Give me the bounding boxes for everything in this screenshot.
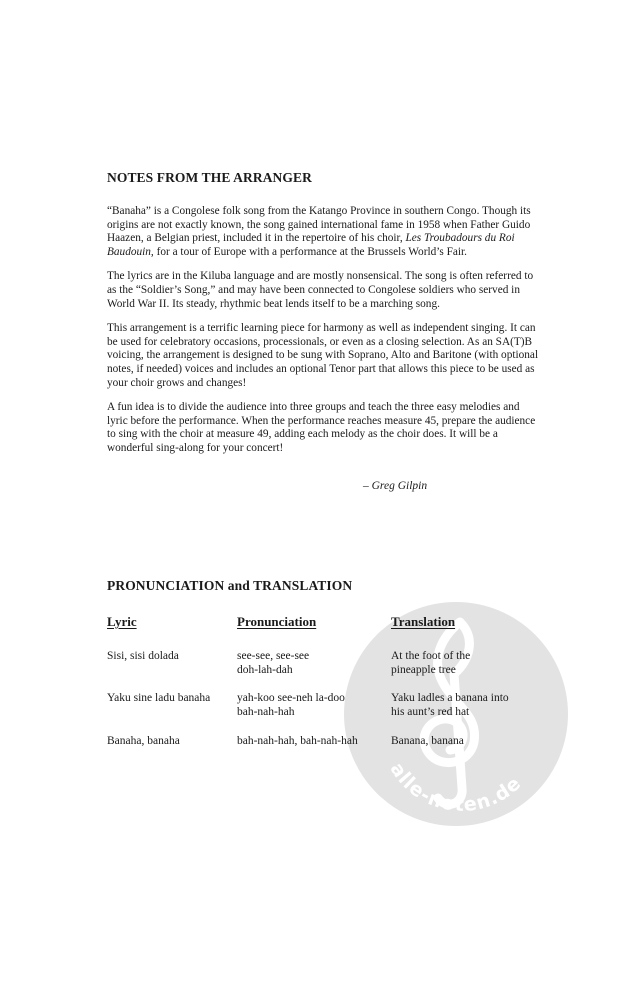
row-2-pronunciation-line-2: bah-nah-hah (237, 706, 295, 718)
notes-paragraph-3: This arrangement is a terrific learning piece for harmony as well as independent singing. It can be used for celebratory occasions, processionals, or even as a closing selection. As an SA(T)B voicing, the arrangement is designed to be sung with Soprano, Alto and Baritone (with optional notes, if needed) voices and includes an optional Tenor part that allows this piece to be used as your choir grows and changes! (107, 322, 539, 389)
column-header-translation: Translation (391, 614, 456, 629)
notes-paragraph-1-text-b: for a tour of Europe with a performance at the Brussels World’s Fair. (153, 245, 467, 258)
row-1-translation-line-1: At the foot of the (391, 650, 471, 662)
column-header-lyric: Lyric (107, 614, 137, 629)
row-2-translation-line-2: his aunt’s red hat (391, 706, 470, 718)
row-1-pronunciation-line-2: doh-lah-dah (237, 664, 293, 676)
row-3-translation: Banana, banana (391, 735, 464, 747)
choir-name: Les Troubadours du Roi Baudouin, (107, 232, 515, 258)
row-2-pronunciation-line-1: yah-koo see-neh la-doo (237, 692, 345, 704)
row-1-pronunciation-line-1: see-see, see-see (237, 650, 310, 662)
row-1-translation (391, 649, 470, 677)
row-3-lyric: Banaha, banaha (107, 735, 180, 747)
pronunciation-heading: PRONUNCIATION and TRANSLATION (107, 578, 353, 593)
row-3-pronunciation: bah-nah-hah, bah-nah-hah (237, 735, 358, 747)
column-header-pronunciation: Pronunciation (237, 614, 317, 629)
notes-paragraph-1-text-a: “Banaha” is a Congolese folk song from the Katango Province in southern Congo. Though its origins are not exactly known, the song gained international fame in 1958 when Father Guido Haazen, a Belgian priest, included it in the repertoire of his choir, (107, 205, 531, 245)
row-2-translation (391, 691, 509, 719)
row-2-translation-line-1: Yaku ladles a banana into (391, 692, 509, 704)
watermark-text: alle-noten.de (385, 758, 526, 817)
notes-paragraph-1 (107, 205, 543, 259)
notes-body (107, 205, 543, 467)
row-1-translation-line-2: pineapple tree (391, 664, 456, 676)
arranger-signature: – Greg Gilpin (363, 480, 428, 492)
row-1-lyric: Sisi, sisi dolada (107, 650, 179, 662)
row-1-pronunciation (237, 649, 309, 677)
row-2-lyric: Yaku sine ladu banaha (107, 692, 211, 704)
notes-paragraph-4: A fun idea is to divide the audience into three groups and teach the three easy melodies and lyric before the performance. When the performance reaches measure 45, prepare the audience to sing with the choir at measure 49, adding each melody as the choir does. It will be a wonderful sing-along for your concert! (107, 401, 536, 454)
notes-heading: NOTES FROM THE ARRANGER (107, 170, 312, 185)
notes-paragraph-2: The lyrics are in the Kiluba language and are mostly nonsensical. The song is often referred to as the “Soldier’s Song,” and may have been connected to Congolese soldiers who served in World War II. Its steady, rhythmic beat lends itself to be a marching song. (107, 270, 534, 310)
row-2-pronunciation (237, 691, 345, 719)
